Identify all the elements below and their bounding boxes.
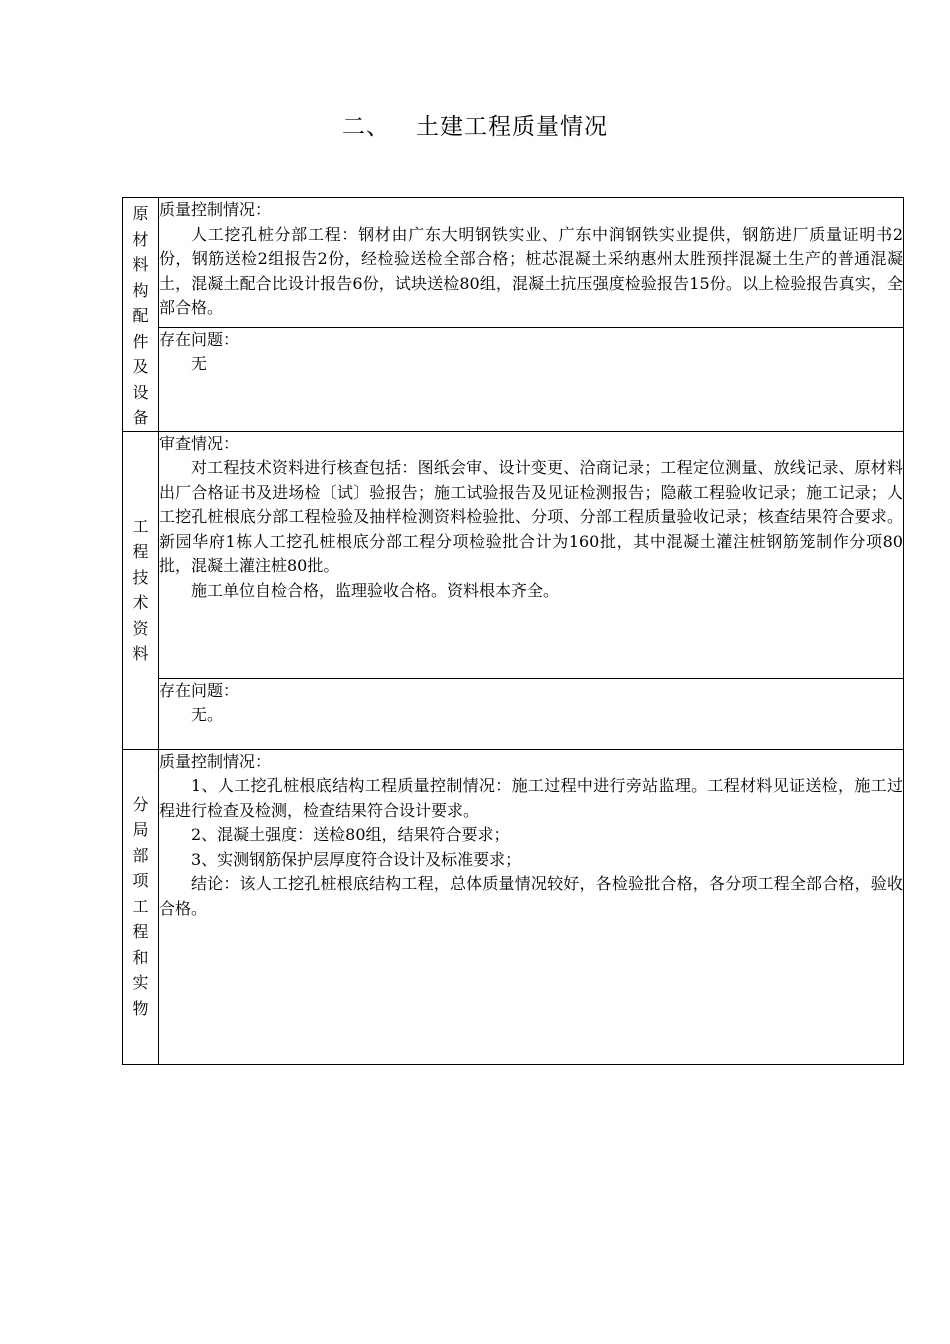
quality-table: [122, 197, 904, 1065]
subproject-control-label: 质量控制情况：: [159, 751, 272, 771]
category-char: 工: [132, 516, 149, 536]
tech-review-text-2: 施工单位自检合格，监理验收合格。资料根本齐全。: [191, 580, 560, 600]
tech-issue-text: 无。: [191, 705, 224, 724]
subproject-conclusion: 结论：该人工挖孔桩根底结构工程，总体质量情况较好，各检验批合格，各分项工程全部合格，验收合格。: [159, 874, 903, 918]
subproject-item-1: 1、人工挖孔桩根底结构工程质量控制情况：施工过程中进行旁站监理。工程材料见证送检，施工过程进行检查及检测，检查结果符合设计要求。: [159, 776, 903, 820]
tech-issue-label: 存在问题：: [159, 680, 240, 700]
subproject-item-2: 2、混凝土强度：送检80组，结果符合要求；: [191, 825, 510, 844]
subproject-item-3: 3、实测钢筋保护层厚度符合设计及标准要求；: [191, 849, 522, 869]
category-char: 原: [132, 204, 149, 223]
subproject-category-label: [123, 792, 158, 1022]
materials-issue-row: [123, 327, 904, 431]
category-char: 资: [132, 618, 149, 638]
subproject-category-cell: [123, 749, 159, 1064]
tech-review-cell: [159, 431, 904, 678]
category-char: 及: [132, 357, 149, 376]
materials-control-text: 人工挖孔桩分部工程：钢材由广东大明钢铁实业、广东中润钢铁实业提供，钢筋进厂质量证明书2份，钢筋送检2组报告2份，经检验送检全部合格；桩芯混凝土采纳惠州太胜预拌混凝土生产的普通混凝土，混凝土配合比设计报告6份，试块送检80组，混凝土抗压强度检验报告15份。以上检验报告真实，全部合格。: [159, 224, 903, 317]
category-char: 程: [132, 542, 149, 561]
title-number: 二、: [342, 114, 390, 140]
category-char: 料: [132, 255, 149, 274]
title-text: 土建工程质量情况: [416, 114, 608, 140]
category-char: 构: [132, 280, 149, 300]
category-char: 工: [132, 896, 149, 916]
category-char: 件: [132, 331, 149, 351]
materials-issue-label: 存在问题：: [159, 329, 240, 349]
tech-review-row: [123, 431, 904, 678]
tech-category-label: [123, 514, 158, 667]
category-char: 料: [132, 644, 149, 663]
category-char: 实: [132, 973, 149, 993]
category-char: 配: [132, 306, 149, 325]
subproject-row: [123, 749, 904, 1064]
category-char: 项: [132, 871, 149, 891]
category-char: 局: [132, 820, 149, 840]
materials-control-cell: [159, 198, 904, 328]
category-char: 材: [132, 229, 149, 249]
category-char: 技: [132, 567, 149, 587]
category-char: 设: [132, 382, 149, 402]
materials-category-label: [123, 201, 158, 431]
subproject-cell: [159, 749, 904, 1064]
category-char: 程: [132, 922, 149, 942]
materials-category-cell: [123, 198, 159, 432]
category-char: 备: [132, 408, 149, 427]
materials-control-row: [123, 198, 904, 328]
tech-category-cell: [123, 431, 159, 749]
category-char: 分: [132, 794, 149, 814]
materials-control-label: 质量控制情况：: [159, 200, 272, 219]
category-char: 物: [132, 998, 149, 1018]
page-title: [0, 108, 950, 141]
tech-review-text-1: 对工程技术资料进行核查包括：图纸会审、设计变更、洽商记录；工程定位测量、放线记录、原材料出厂合格证书及进场检〔试〕验报告；施工试验报告及见证检测报告；隐蔽工程验收记录；施工记录；人工挖孔桩根底分部工程检验及抽样检测资料检验批、分项、分部工程质量验收记录；核查结果符合要求。新园华府1栋人工挖孔桩根底分部工程分项检验批合计为160批，其中混凝土灌注桩钢筋笼制作分项80批，混凝土灌注桩80批。: [159, 458, 903, 575]
tech-review-label: 审查情况：: [159, 433, 240, 453]
category-char: 和: [132, 947, 149, 967]
tech-issue-cell: [159, 678, 904, 749]
category-char: 术: [132, 593, 149, 612]
tech-issue-row: [123, 678, 904, 749]
category-char: 部: [132, 845, 149, 865]
materials-issue-text: 无: [191, 354, 208, 374]
materials-issue-cell: [159, 327, 904, 431]
